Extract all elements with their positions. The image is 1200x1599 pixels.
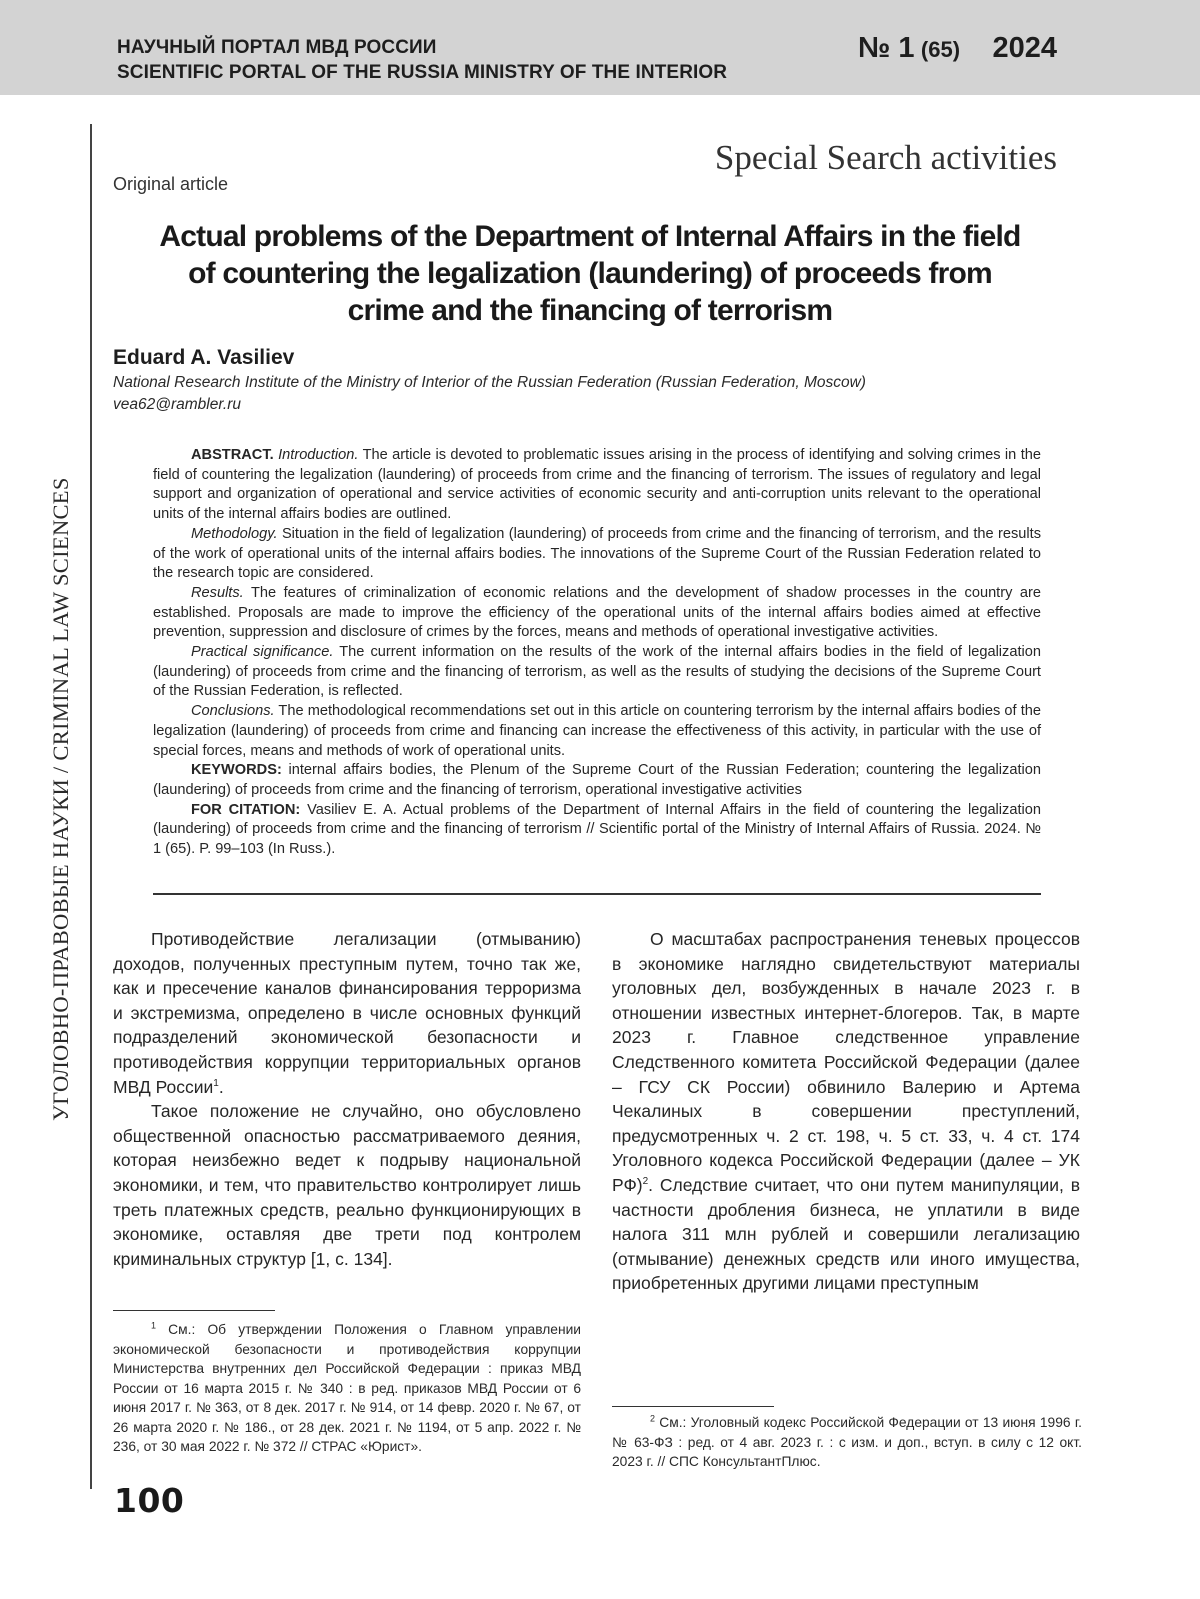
abstract bbox=[153, 446, 1041, 860]
body-text: Противодействие легализации (отмыванию) доходов, полученных преступным путем, точно так же, как и пресечение каналов финансирования терроризма и экстремизма, определено в числе основных функций подразделений экономической безопасности и противодействия коррупции территориальных органов МВД России bbox=[113, 929, 581, 1097]
footnote-body: См.: Уголовный кодекс Российской Федерации от 13 июня 1996 г. № 63-ФЗ : ред. от 4 авг. 2023 г. : с изм. и доп., вступ. в силу с 12 окт. 2023 г. // СПС КонсультантПлюс. bbox=[612, 1415, 1082, 1469]
abstract-intro-label: Introduction. bbox=[278, 447, 359, 463]
side-section-label: УГОЛОВНО-ПРАВОВЫЕ НАУКИ / CRIMINAL LAW SCIENCES bbox=[48, 477, 73, 1121]
abstract-methodology-text: Situation in the field of legalization (laundering) of proceeds from crime and the financing of terrorism, and the results of the work of operational units of the internal affairs bodies. The innovations of the Supreme Court of the Russian Federation related to the research topic are considered. bbox=[153, 525, 1041, 582]
abstract-conclusions-text: The methodological recommendations set out in this article on countering terrorism by the internal affairs bodies of the legalization (laundering) of proceeds from crime and financing can increase the effectiveness of this activity, in particular with the use of special forces, means and methods of work of operational units. bbox=[153, 703, 1041, 759]
body-paragraph bbox=[113, 927, 581, 1099]
author-name: Eduard A. Vasiliev bbox=[113, 346, 295, 369]
citation bbox=[153, 801, 1041, 860]
footnote-text bbox=[113, 1320, 581, 1457]
journal-name bbox=[117, 35, 727, 85]
body-text: О масштабах распространения теневых процессов в экономике наглядно свидетельствуют материалы уголовных дел, возбужденных в начале 2023 г. в отношении известных интернет-блогеров. Так, в марте 2023 г. Главное следственное управление Следственного комитета Российской Федерации (далее – ГСУ СК России) обвинило Валерию и Артема Чекалиных в совершении преступлений, предусмотренных ч. 2 ст. 198, ч. 5 ст. 33, ч. 4 ст. 174 Уголовного кодекса Российской Федерации (далее – УК РФ) bbox=[612, 929, 1080, 1195]
page-number: 100 bbox=[114, 1481, 185, 1520]
keywords-label: KEYWORDS: bbox=[191, 762, 282, 779]
body-column-left bbox=[113, 927, 581, 1271]
abstract-conclusions-label: Conclusions. bbox=[191, 703, 275, 720]
section-heading: Special Search activities bbox=[714, 138, 1057, 177]
journal-name-ru: НАУЧНЫЙ ПОРТАЛ МВД РОССИИ bbox=[117, 37, 437, 58]
issue-info bbox=[858, 32, 1057, 65]
abstract-divider bbox=[153, 893, 1041, 895]
footnote-ref[interactable]: 2 bbox=[642, 1176, 649, 1188]
author-email[interactable]: vea62@rambler.ru bbox=[113, 396, 242, 413]
abstract-conclusions bbox=[153, 702, 1041, 761]
abstract-practical-label: Practical significance. bbox=[191, 644, 334, 661]
citation-label: FOR CITATION: bbox=[191, 801, 301, 818]
abstract-introduction bbox=[153, 446, 1041, 525]
issue-year: 2024 bbox=[992, 32, 1057, 64]
abstract-practical bbox=[153, 643, 1041, 702]
footnote-body: См.: Об утверждении Положения о Главном управлении экономической безопасности и противодействия коррупции Министерства внутренних дел Российской Федерации : приказ МВД России от 16 марта 2015 г. № 340 : в ред. приказов МВД России от 6 июня 2017 г. № 363, от 8 дек. 2017 г. № 914, от 14 февр. 2020 г. № 67, от 26 марта 2020 г. № 186., от 28 дек. 2021 г. № 1194, от 5 апр. 2022 г. № 236, от 30 мая 2022 г. № 372 // СТРАС «Юрист». bbox=[113, 1322, 581, 1454]
abstract-practical-text: The current information on the results of the work of the internal affairs bodies in the field of legalization (laundering) of proceeds from crime and the financing of terrorism, as well as the results of studying the decisions of the Supreme Court of the Russian Federation, is reflected. bbox=[153, 644, 1041, 700]
footnote-divider bbox=[612, 1406, 774, 1407]
abstract-methodology bbox=[153, 525, 1041, 584]
body-column-right bbox=[612, 927, 1080, 1296]
author-affiliation: National Research Institute of the Ministry of Interior of the Russian Federation (Russian Federation, Moscow) bbox=[113, 374, 866, 391]
footnote-mark: 2 bbox=[650, 1413, 656, 1424]
abstract-methodology-label: Methodology. bbox=[191, 525, 278, 542]
keywords-text: internal affairs bodies, the Plenum of the Supreme Court of the Russian Federation; countering the legalization (laundering) of proceeds from crime and the financing of terrorism, operational investigative activities bbox=[153, 762, 1041, 798]
footnote-1 bbox=[113, 1320, 581, 1457]
abstract-results-text: The features of criminalization of economic relations and the development of shadow processes in the country are established. Proposals are made to improve the efficiency of the operational units of the internal affairs bodies aimed at effective prevention, suppression and disclosure of crimes by the forces, means and methods of operational investigative activities. bbox=[153, 584, 1041, 641]
keywords bbox=[153, 761, 1041, 800]
footnote-ref[interactable]: 1 bbox=[213, 1077, 219, 1089]
journal-name-en: SCIENTIFIC PORTAL OF THE RUSSIA MINISTRY OF THE INTERIOR bbox=[117, 62, 728, 83]
article-title: Actual problems of the Department of Internal Affairs in the field of countering the legalization (laundering) of proceeds from crime and the financing of terrorism bbox=[159, 220, 1021, 327]
issue-number: № 1 bbox=[857, 32, 915, 64]
margin-rule bbox=[90, 124, 92, 1489]
footnote-text bbox=[612, 1413, 1082, 1472]
footnote-divider bbox=[113, 1310, 275, 1311]
abstract-intro-text: The article is devoted to problematic issues arising in the process of identifying and solving crimes in the field of countering the legalization (laundering) of proceeds from crime and the financing of terrorism. The issues of regulatory and legal support and organization of operational and service activities of economic security and anti-corruption units relevant to the operational units of the internal affairs bodies are outlined. bbox=[153, 447, 1041, 523]
citation-text: Vasiliev E. A. Actual problems of the Department of Internal Affairs in the field of countering the legalization (laundering) of proceeds from crime and the financing of terrorism // Scientific portal of the Ministry of Internal Affairs of Russia. 2024. № 1 (65). P. 99–103 (In Russ.). bbox=[153, 801, 1041, 858]
issue-part: (65) bbox=[920, 37, 961, 62]
body-text: . Следствие считает, что они путем манипуляции, в частности дробления бизнеса, не уплатили в виде налога 311 млн рублей и совершили легализацию (отмывание) денежных средств или иного имущества, приобретенных другими лицами преступным bbox=[612, 1174, 1080, 1294]
body-paragraph bbox=[612, 927, 1080, 1296]
abstract-label: ABSTRACT. bbox=[191, 447, 274, 463]
body-text: . bbox=[218, 1076, 224, 1097]
body-paragraph: Такое положение не случайно, оно обусловлено общественной опасностью рассматриваемого деяния, которая неизбежно ведет к подрыву национальной экономики, и тем, что правительство контролирует лишь треть платежных средств, реально функционирующих в экономике, оставляя две трети под контролем криминальных структур [1, с. 134]. bbox=[113, 1101, 581, 1269]
abstract-results bbox=[153, 584, 1041, 643]
footnote-mark: 1 bbox=[151, 1320, 157, 1331]
article-type: Original article bbox=[113, 174, 229, 194]
abstract-results-label: Results. bbox=[191, 584, 244, 601]
footnote-2 bbox=[612, 1413, 1082, 1472]
